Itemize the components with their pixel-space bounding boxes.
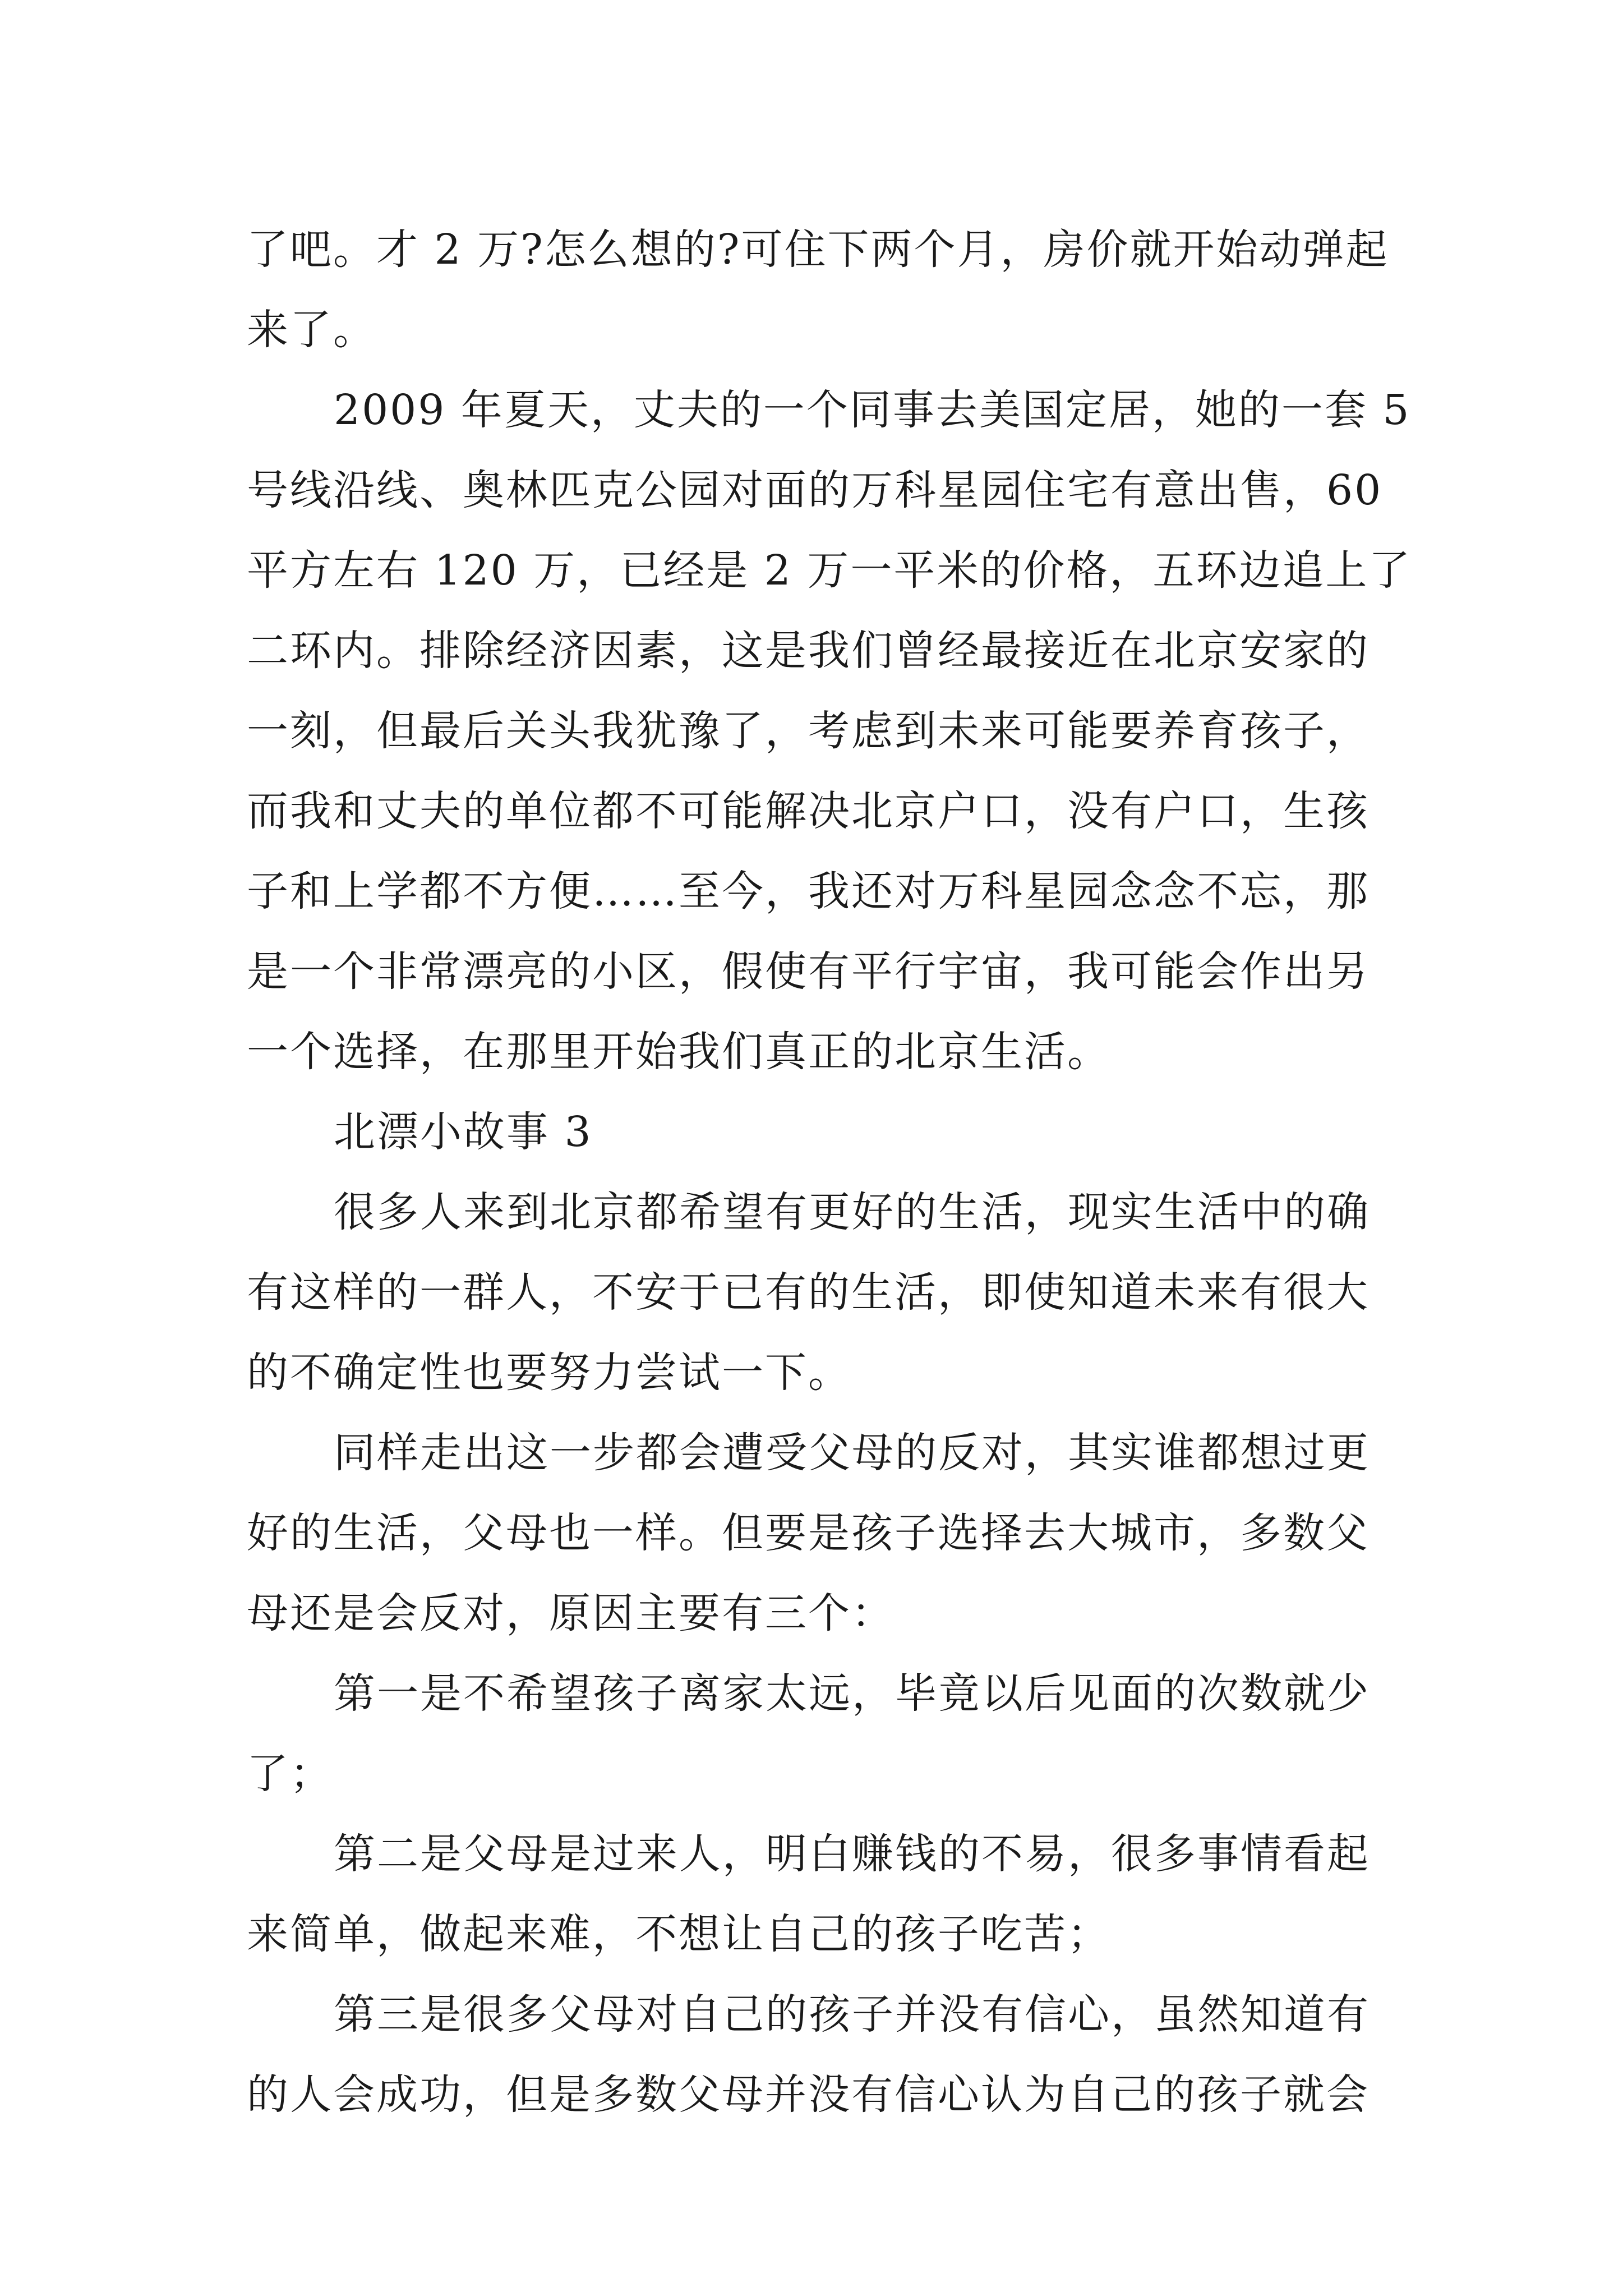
text-line: 二环内。排除经济因素，这是我们曾经最接近在北京安家的: [247, 627, 1370, 675]
text-line: 2009 年夏天，丈夫的一个同事去美国定居，她的一套 5: [334, 386, 1411, 434]
text-line: 第一是不希望孩子离家太远，毕竟以后见面的次数就少: [334, 1669, 1370, 1718]
text-line: 的不确定性也要努力尝试一下。: [247, 1349, 851, 1397]
text-line: 很多人来到北京都希望有更好的生活，现实生活中的确: [334, 1188, 1370, 1236]
text-line: 第二是父母是过来人，明白赚钱的不易，很多事情看起: [334, 1830, 1370, 1878]
text-line: 母还是会反对，原因主要有三个：: [247, 1589, 895, 1637]
text-line: 平方左右 120 万，已经是 2 万一平米的价格，五环边追上了: [247, 546, 1412, 595]
text-line: 来了。: [247, 306, 376, 354]
text-line: 同样走出这一步都会遭受父母的反对，其实谁都想过更: [334, 1429, 1370, 1477]
text-line: 了；: [247, 1750, 333, 1798]
text-line: 来简单，做起来难，不想让自己的孩子吃苦；: [247, 1910, 1110, 1958]
text-line: 的人会成功，但是多数父母并没有信心认为自己的孩子就会: [247, 2070, 1370, 2119]
text-line: 了吧。才 2 万?怎么想的?可住下两个月，房价就开始动弹起: [247, 226, 1389, 274]
text-line: 好的生活，父母也一样。但要是孩子选择去大城市，多数父: [247, 1509, 1370, 1557]
text-line: 第三是很多父母对自己的孩子并没有信心，虽然知道有: [334, 1990, 1370, 2039]
text-line: 子和上学都不方便……至今，我还对万科星园念念不忘，那: [247, 867, 1370, 915]
text-line: 有这样的一群人，不安于已有的生活，即使知道未来有很大: [247, 1268, 1370, 1317]
text-line: 是一个非常漂亮的小区，假使有平行宇宙，我可能会作出另: [247, 947, 1370, 996]
text-line: 一个选择，在那里开始我们真正的北京生活。: [247, 1028, 1110, 1076]
text-line: 而我和丈夫的单位都不可能解决北京户口，没有户口，生孩: [247, 787, 1370, 835]
text-line: 号线沿线、奥林匹克公园对面的万科星园住宅有意出售，60: [247, 466, 1383, 514]
document-body: [247, 210, 1412, 2135]
section-heading: 北漂小故事 3: [334, 1108, 593, 1156]
text-line: 一刻，但最后关头我犹豫了，考虑到未来可能要养育孩子，: [247, 707, 1370, 755]
